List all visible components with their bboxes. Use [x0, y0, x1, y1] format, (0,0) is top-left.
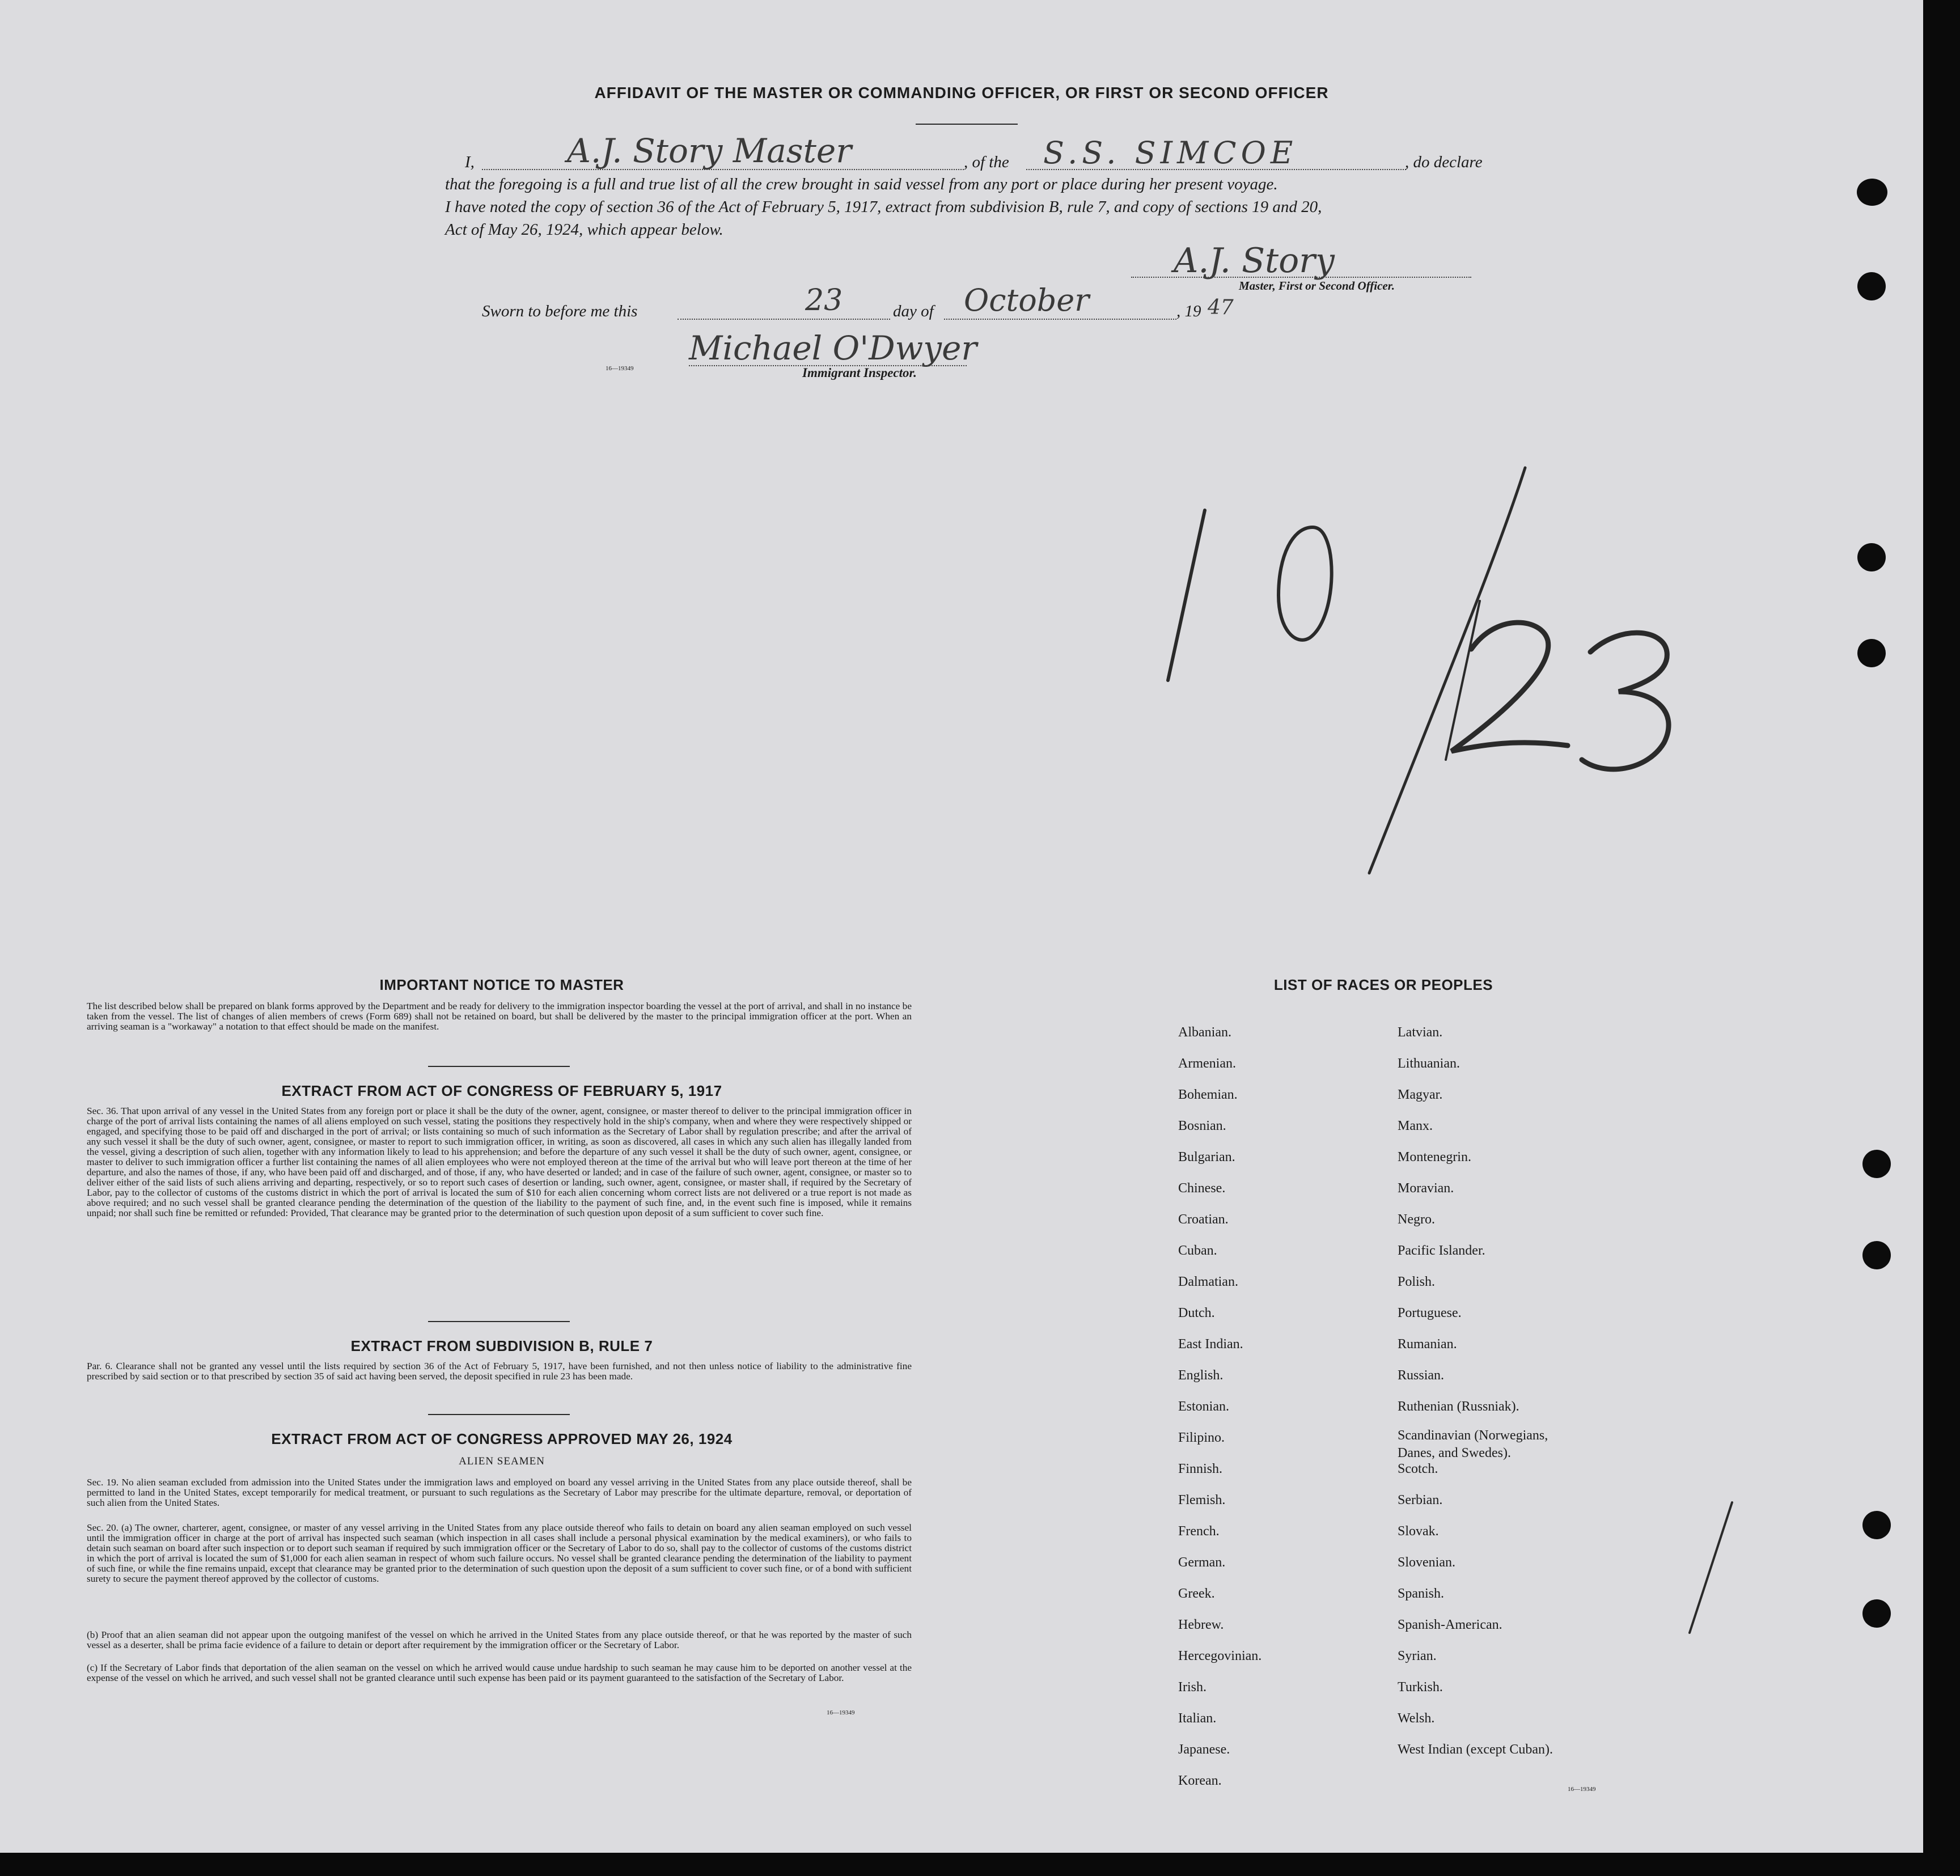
race-item: Filipino. [1178, 1430, 1225, 1445]
affidavit-title: AFFIDAVIT OF THE MASTER OR COMMANDING OFFICER, OR FIRST OR SECOND OFFICER [594, 84, 1329, 101]
extract-1924-sec20c: (c) If the Secretary of Labor finds that deportation of the alien seaman on the vessel on which he arrived would cause undue hardship to such seaman he may cause him to be deported on another vessel at the expense of the vessel on which he arrived, and such vessel shall not be granted clearance until such expense has been paid or its payment guaranteed to the satisfaction of the Secretary of Labor. [87, 1662, 912, 1683]
extract-1924-sec20a: Sec. 20. (a) The owner, charterer, agent, consignee, or master of any vessel arriving in the United States from any place outside thereof who fails to detain on board any alien seaman employed on such vessel until the immigration officer in charge at the port of arrival has inspected such seaman (which inspection in all cases shall include a personal physical examination by the medical examiners), or who fails to detain such seaman on board after such inspection or to deport such seaman if required by such immigration officer or the Secretary of Labor to do so, shall pay to the collector of customs of the customs district in which the port of arrival is located the sum of $1,000 for each alien seaman in respect of whom such failure occurs. No vessel shall be granted clearance pending the determination of the liability to payment of such fine, or while the fine remains unpaid, except that clearance may be granted prior to the determination of such question upon the deposit of a sum sufficient to cover such fine, or of a bond with sufficient surety to secure the payment thereof approved by the collector of customs. [87, 1522, 912, 1584]
race-item: Hercegovinian. [1178, 1649, 1262, 1663]
race-item: Welsh. [1398, 1711, 1435, 1726]
race-item: Slovenian. [1398, 1555, 1455, 1570]
race-item: Armenian. [1178, 1056, 1236, 1071]
race-item: Negro. [1398, 1212, 1435, 1227]
race-item: Chinese. [1178, 1181, 1226, 1196]
of-the-label: , of the [964, 153, 1009, 171]
vessel-name-handwriting: S.S. SIMCOE [1043, 135, 1298, 171]
extract-1917-divider [428, 1321, 570, 1322]
notice-title: IMPORTANT NOTICE TO MASTER [379, 976, 624, 993]
affidavit-line-2: that the foregoing is a full and true list of all the crew brought in said vessel from any port or place during her present voyage. [445, 175, 1278, 193]
race-item: Japanese. [1178, 1742, 1230, 1757]
punch-hole [1857, 639, 1886, 667]
race-item: English. [1178, 1368, 1224, 1383]
extract-1917-title: EXTRACT FROM ACT OF CONGRESS OF FEBRUARY 5, 1917 [281, 1082, 722, 1099]
race-item: Dalmatian. [1178, 1274, 1238, 1289]
race-item: Serbian. [1398, 1493, 1443, 1507]
race-item: Flemish. [1178, 1493, 1226, 1507]
extract-rule7-title: EXTRACT FROM SUBDIVISION B, RULE 7 [350, 1337, 653, 1354]
master-name-handwriting: A.J. Story Master [567, 132, 852, 170]
race-item: Estonian. [1178, 1399, 1229, 1414]
extract-rule7-divider [428, 1414, 570, 1415]
punch-hole [1857, 543, 1886, 571]
signature-line [1131, 277, 1471, 278]
race-item: Ruthenian (Russniak). [1398, 1399, 1519, 1414]
race-item: Spanish-American. [1398, 1617, 1502, 1632]
punch-hole [1862, 1150, 1891, 1178]
extract-1924-subtitle: ALIEN SEAMEN [459, 1455, 545, 1467]
race-item: Scotch. [1398, 1462, 1438, 1476]
race-item: Spanish. [1398, 1586, 1445, 1601]
race-item: Irish. [1178, 1680, 1207, 1695]
signature-label: Master, First or Second Officer. [1239, 279, 1395, 293]
punch-hole [1862, 1241, 1891, 1269]
sworn-year-handwriting: 47 [1208, 296, 1234, 319]
race-item: Albanian. [1178, 1025, 1231, 1040]
race-item: Turkish. [1398, 1680, 1443, 1695]
race-item: Bosnian. [1178, 1119, 1226, 1133]
race-item: Hebrew. [1178, 1617, 1224, 1632]
race-item: Scandinavian (Norwegians, [1398, 1428, 1548, 1443]
notice-body: The list described below shall be prepared on blank forms approved by the Department and be ready for delivery to the immigration inspector boarding the vessel at the port of arrival, and shall in no instance be taken from the vessel. The list of changes of alien members of crews (Form 689) shall not be retained on board, but shall be delivered by the master to the principal immigration officer at the port. When an arriving seaman is a "workaway" a notation to that effect should be made on the manifest. [87, 1001, 912, 1032]
race-item: West Indian (except Cuban). [1398, 1742, 1553, 1757]
affidavit-line-3: I have noted the copy of section 36 of the Act of February 5, 1917, extract from subdivision B, rule 7, and copy of sections 19 and 20, [445, 198, 1322, 216]
race-item: Lithuanian. [1398, 1056, 1460, 1071]
notice-divider [428, 1066, 570, 1067]
race-item: Bulgarian. [1178, 1150, 1235, 1164]
extract-1924-title: EXTRACT FROM ACT OF CONGRESS APPROVED MAY 26, 1924 [271, 1430, 733, 1447]
punch-hole [1862, 1599, 1891, 1628]
race-item: Portuguese. [1398, 1306, 1462, 1320]
races-form-number: 16—19349 [1568, 1786, 1596, 1793]
race-item: Rumanian. [1398, 1337, 1457, 1352]
race-item: Pacific Islander. [1398, 1243, 1485, 1258]
inspector-signature: Michael O'Dwyer [689, 329, 977, 367]
punch-hole [1862, 1511, 1891, 1539]
race-item: Croatian. [1178, 1212, 1229, 1227]
race-item: Polish. [1398, 1274, 1436, 1289]
race-item: Danes, and Swedes). [1398, 1446, 1511, 1460]
do-declare-label: , do declare [1405, 153, 1483, 171]
race-item: Cuban. [1178, 1243, 1217, 1258]
sworn-day-line [678, 319, 890, 320]
race-item: Slovak. [1398, 1524, 1439, 1539]
sworn-month-line [944, 319, 1176, 320]
race-item: Magyar. [1398, 1087, 1443, 1102]
sworn-day-handwriting: 23 [805, 283, 843, 317]
punch-hole [1857, 272, 1886, 300]
title-divider [916, 124, 1018, 125]
year-prefix-label: , 19 [1176, 302, 1201, 320]
race-item: Moravian. [1398, 1181, 1454, 1196]
race-item: Greek. [1178, 1586, 1215, 1601]
day-of-label: day of [893, 302, 934, 320]
extract-1924-sec20b: (b) Proof that an alien seaman did not appear upon the outgoing manifest of the vessel on which he arrived in the United States from any place outside thereof, or that he was reported by the master of such vessel as a deserter, shall be prima facie evidence of a failure to detain or deport after requirement by the immigration officer or the Secretary of Labor. [87, 1629, 912, 1650]
race-item: Bohemian. [1178, 1087, 1238, 1102]
race-item: Italian. [1178, 1711, 1217, 1726]
extract-1917-body: Sec. 36. That upon arrival of any vessel in the United States from any foreign port or place it shall be the duty of the owner, agent, consignee, or master thereof to deliver to the principal immigration officer in charge of the port of arrival lists containing the names of all aliens employed on such vessel, stating the positions they respectively hold in the ship's company, when and where they were respectively shipped or engaged, and specifying those to be paid off and discharged in the port of arrival; or lists containing so much of such information as the Secretary of Labor shall by regulation prescribe; and after the arrival of any such vessel it shall be the duty of such owner, agent, consignee, or master to report to such immigration officer, in writing, as soon as discovered, all cases in which any such alien has illegally landed from the vessel, giving a description of such alien, together with any information likely to lead to his apprehension; and before the departure of any such vessel it shall be the duty of such owner, agent, consignee, or master to deliver to such immigration officer a further list containing the names of all alien employees who were not employed thereon at the time of the arrival but who will leave port thereon at the time of her departure, and also the names of those, if any, who have been paid off and discharged, and of those, if any, who have deserted or landed; and in case of the failure of such owner, agent, consignee, or master so to deliver either of the said lists of such aliens arriving and departing, respectively, or so to report such cases of desertion or landing, such owner, agent, consignee, or master shall, if required by the Secretary of Labor, pay to the collector of customs of the customs district in which the port of arrival is located the sum of $10 for each alien concerning whom correct lists are not delivered or a true report is not made as above required; and no such vessel shall be granted clearance pending the determination of the question of the liability to the payment of such fine, and, in the event such fine is imposed, while it remains unpaid; nor shall such fine be remitted or refunded: Provided, That clearance may be granted prior to the determination of such question upon deposit of a sum sufficient to cover such fine. [87, 1106, 912, 1218]
race-item: French. [1178, 1524, 1220, 1539]
race-item: Latvian. [1398, 1025, 1443, 1040]
extract-1924-sec19: Sec. 19. No alien seaman excluded from admission into the United States under the immigration laws and employed on board any vessel arriving in the United States from any place outside thereof, shall be permitted to land in the United States, except temporarily for medical treatment, or pursuant to such regulations as the Secretary of Labor may prescribe for the ultimate departure, removal, or deportation of such alien from the United States. [87, 1477, 912, 1508]
race-item: Syrian. [1398, 1649, 1437, 1663]
master-signature: A.J. Story [1174, 241, 1335, 281]
notice-form-number: 16—19349 [827, 1709, 855, 1716]
handwritten-check-mark [1678, 1491, 1746, 1644]
race-item: East Indian. [1178, 1337, 1243, 1352]
race-item: Finnish. [1178, 1462, 1223, 1476]
affiant-label: I, [465, 153, 475, 171]
handwritten-date-annotation [1106, 442, 1707, 896]
punch-hole [1857, 179, 1887, 206]
race-item: Russian. [1398, 1368, 1445, 1383]
race-item: German. [1178, 1555, 1226, 1570]
race-item: Dutch. [1178, 1306, 1215, 1320]
races-title: LIST OF RACES OR PEOPLES [1273, 976, 1493, 993]
race-item: Montenegrin. [1398, 1150, 1471, 1164]
affidavit-line-4: Act of May 26, 1924, which appear below. [445, 221, 723, 239]
sworn-label: Sworn to before me this [482, 302, 638, 320]
inspector-label: Immigrant Inspector. [802, 366, 917, 380]
affidavit-form-number: 16—19349 [606, 365, 634, 372]
sworn-month-handwriting: October [964, 282, 1090, 318]
extract-rule7-body: Par. 6. Clearance shall not be granted any vessel until the lists required by section 36 of the Act of February 5, 1917, have been furnished, and not then unless notice of liability to the administrative fine prescribed by said section or to that prescribed by section 35 of said act having been served, the deposit specified in rule 23 has been made. [87, 1361, 912, 1382]
race-item: Manx. [1398, 1119, 1433, 1133]
race-item: Korean. [1178, 1773, 1222, 1788]
